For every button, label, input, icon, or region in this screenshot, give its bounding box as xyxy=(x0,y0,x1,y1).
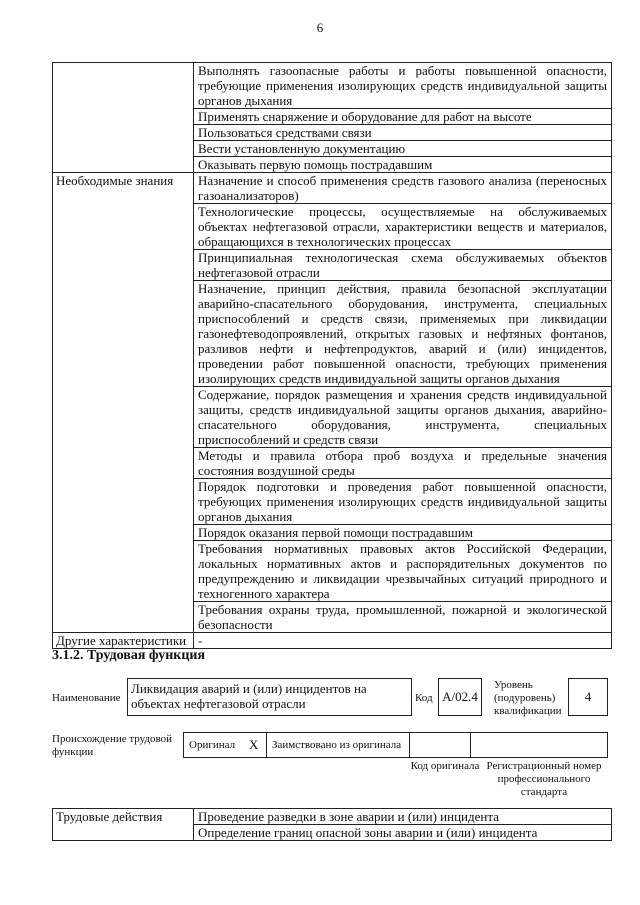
labor-action-item: Проведение разведки в зоне аварии и (или) инцидента xyxy=(194,809,612,825)
table-row xyxy=(53,602,612,633)
reg-caption: Регистрационный номер профессионального стандарта xyxy=(486,760,602,798)
section-title: 3.1.2. Трудовая функция xyxy=(52,648,206,663)
level-label: Уровень (подуровень) квалификации xyxy=(494,679,562,717)
table-row xyxy=(53,141,612,157)
labor-actions-table xyxy=(52,808,612,841)
name-label: Наименование xyxy=(52,692,121,704)
original-code-cell xyxy=(410,733,471,758)
table-row xyxy=(53,633,612,649)
table-row xyxy=(53,448,612,479)
row-content: Технологические процессы, осуществляемые на обслуживаемых объектах нефтегазовой отрасли, характеристики веществ и материалов, обращающихся в технологических процессах xyxy=(194,204,612,250)
table-row xyxy=(53,173,612,204)
row-content: Назначение, принцип действия, правила безопасной эксплуатации аварийно-спасательного оборудования, инструмента, специальных приспособлений и средств связи, применяемых при ликвидации газонефтеводопроявлений, открытых газовых и нефтяных фонтанов, разливов нефти и нефтепродуктов, аварий и (или) инцидентов, проведении работ повышенной опасности, требующих применения изолирующих средств индивидуальной защиты органов дыхания xyxy=(194,281,612,387)
function-name: Ликвидация аварий и (или) инцидентов на объектах нефтегазовой отрасли xyxy=(127,678,412,716)
table-row xyxy=(53,525,612,541)
row-content: Порядок подготовки и проведения работ повышенной опасности, требующих применения изолирующих средств индивидуальной защиты органов дыхания xyxy=(194,479,612,525)
row-content: Пользоваться средствами связи xyxy=(194,125,612,141)
row-content: Оказывать первую помощь пострадавшим xyxy=(194,157,612,173)
row-category xyxy=(53,448,194,479)
row-content: Требования охраны труда, промышленной, пожарной и экологической безопасности xyxy=(194,602,612,633)
row-category xyxy=(53,541,194,602)
row-content: Содержание, порядок размещения и хранения средств индивидуальной защиты, средств индивидуальной защиты органов дыхания, аварийно-спасательного оборудования, инструмента, специальных приспособлений и средств связи xyxy=(194,387,612,448)
table-row xyxy=(53,157,612,173)
table-row xyxy=(53,109,612,125)
row-content: Вести установленную документацию xyxy=(194,141,612,157)
requirements-table xyxy=(52,62,612,649)
row-content: Выполнять газоопасные работы и работы повышенной опасности, требующие применения изолирующих средств индивидуальной защиты органов дыхания xyxy=(194,63,612,109)
labor-actions-label: Трудовые действия xyxy=(53,809,194,841)
row-category xyxy=(53,63,194,109)
table-row xyxy=(53,63,612,109)
table-row xyxy=(53,281,612,387)
row-category: Другие характеристики xyxy=(53,633,194,649)
table-row xyxy=(53,204,612,250)
row-content: Применять снаряжение и оборудование для работ на высоте xyxy=(194,109,612,125)
row-content: Методы и правила отбора проб воздуха и предельные значения состояния воздушной среды xyxy=(194,448,612,479)
row-category xyxy=(53,204,194,250)
row-category xyxy=(53,479,194,525)
table-row xyxy=(53,125,612,141)
origin-table xyxy=(183,732,608,758)
page-number: 6 xyxy=(316,20,324,35)
row-category xyxy=(53,281,194,387)
original-label: Оригинал xyxy=(184,733,245,758)
function-level: 4 xyxy=(568,678,608,716)
code-label: Код xyxy=(415,692,433,704)
row-content: Назначение и способ применения средств газового анализа (переносных газоанализаторов) xyxy=(194,173,612,204)
row-category xyxy=(53,125,194,141)
row-content: - xyxy=(194,633,612,649)
table-row xyxy=(53,541,612,602)
row-content: Требования нормативных правовых актов Российской Федерации, локальных нормативных актов и распорядительных документов по предупреждению и ликвидации чрезвычайных ситуаций природного и техногенного характера xyxy=(194,541,612,602)
row-category xyxy=(53,141,194,157)
row-content: Принципиальная технологическая схема обслуживаемых объектов нефтегазовой отрасли xyxy=(194,250,612,281)
row-category: Необходимые знания xyxy=(53,173,194,204)
row-category xyxy=(53,525,194,541)
row-content: Порядок оказания первой помощи пострадавшим xyxy=(194,525,612,541)
original-mark: X xyxy=(244,733,267,758)
origin-label: Происхождение трудовой функции xyxy=(52,733,173,758)
labor-action-item: Определение границ опасной зоны аварии и (или) инцидента xyxy=(194,825,612,841)
table-row xyxy=(53,387,612,448)
row-category xyxy=(53,109,194,125)
row-category xyxy=(53,157,194,173)
reg-number-cell xyxy=(471,733,608,758)
function-code: А/02.4 xyxy=(438,678,482,716)
table-row xyxy=(53,250,612,281)
table-row xyxy=(53,479,612,525)
code-caption: Код оригинала xyxy=(410,760,480,772)
row-category xyxy=(53,387,194,448)
row-category xyxy=(53,250,194,281)
borrowed-label: Заимствовано из оригинала xyxy=(267,733,410,758)
row-category xyxy=(53,602,194,633)
